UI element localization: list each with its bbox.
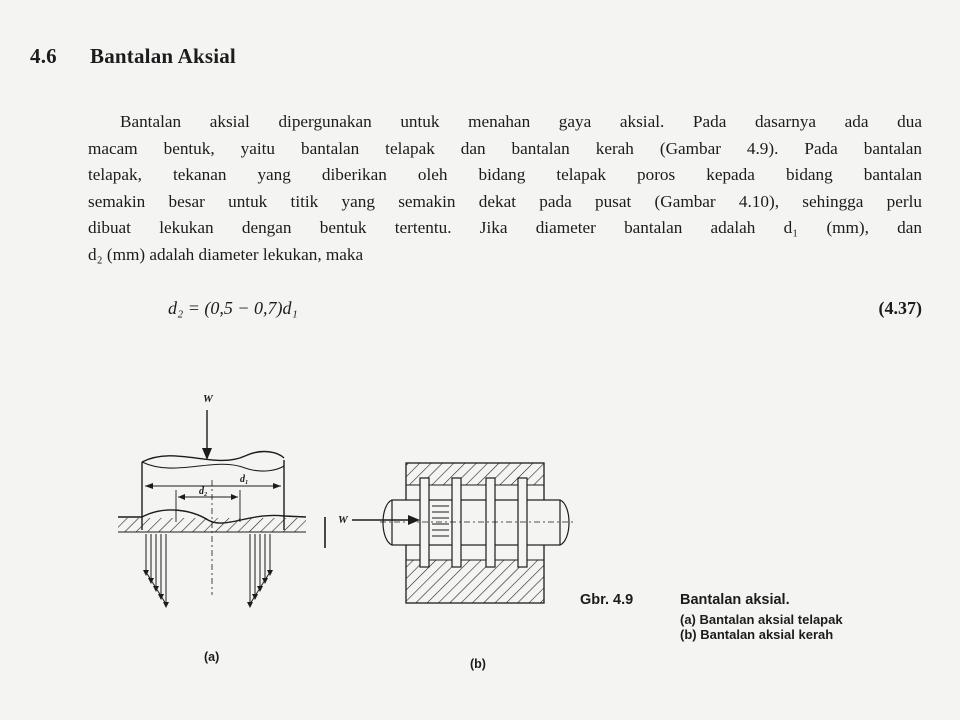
load-label-b: W — [338, 514, 348, 526]
section-title: Bantalan Aksial — [90, 44, 236, 68]
figure-a-drawing — [118, 393, 325, 608]
paragraph-line: Bantalan aksial dipergunakan untuk menahan gaya aksial. Pada dasarnya ada dua — [120, 112, 922, 131]
paragraph-line: d₂ (mm) adalah diameter lekukan, maka — [88, 244, 364, 264]
paragraph-line: semakin besar untuk titik yang semakin dekat pada pusat (Gambar 4.10), sehingga perlu — [88, 191, 922, 211]
paragraph-line: telapak, tekanan yang diberikan oleh bidang telapak poros kepada bidang bantalan — [88, 165, 922, 184]
equation: d₂ = (0,5 − 0,7)d₁ — [168, 298, 298, 318]
dim-d1-label: d₁ — [240, 474, 249, 485]
equation-number: (4.37) — [878, 298, 922, 318]
caption-sub-a: (a) Bantalan aksial telapak — [680, 612, 843, 627]
paragraph-line: dibuat lekukan dengan bentuk tertentu. Jika diameter bantalan adalah d₁ (mm), dan — [88, 218, 922, 237]
figure-caption — [580, 592, 790, 608]
figure-b-drawing — [338, 463, 574, 603]
caption-sub-b: (b) Bantalan aksial kerah — [680, 627, 834, 642]
load-label-a: W — [203, 393, 213, 405]
paragraph-line: macam bentuk, yaitu bantalan telapak dan bantalan kerah (Gambar 4.9). Pada bantalan — [88, 138, 922, 158]
figure-a-label: (a) — [204, 650, 220, 664]
section-number: 4.6 — [30, 44, 57, 68]
figure-number: Gbr. 4.9 — [580, 592, 634, 608]
figure-b-label: (b) — [470, 657, 486, 671]
figure-title: Bantalan aksial. — [680, 592, 790, 608]
dim-d2-label: d₂ — [199, 486, 208, 497]
